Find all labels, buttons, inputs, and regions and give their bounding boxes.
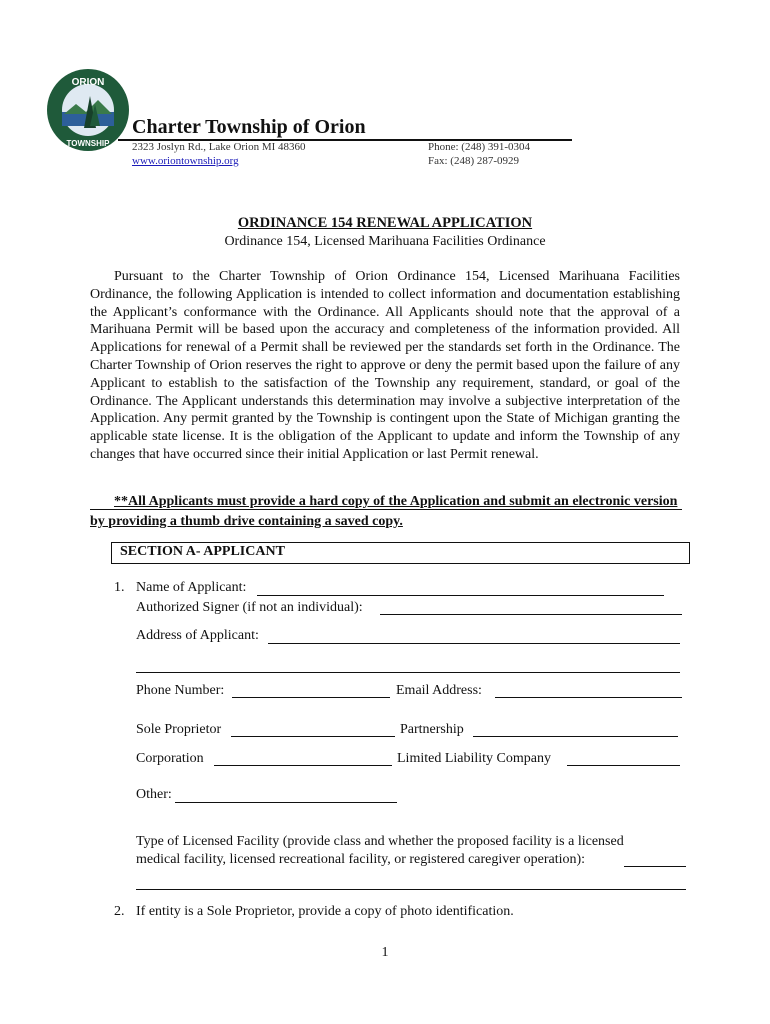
address-field-line1[interactable] <box>268 643 680 644</box>
sole-proprietor-label: Sole Proprietor <box>136 722 222 737</box>
other-field[interactable] <box>175 802 397 803</box>
notice-text: **All Applicants must provide a hard copy of the Application and submit an electronic version by providing a thumb drive containing a saved copy. <box>90 494 678 529</box>
facility-type-line2: medical facility, licensed recreational facility, or registered caregiver operation): <box>136 852 586 867</box>
sole-proprietor-field[interactable] <box>231 736 395 737</box>
llc-field[interactable] <box>567 765 680 766</box>
address-field-line2[interactable] <box>136 672 680 673</box>
corporation-label: Corporation <box>136 751 204 766</box>
item2-number: 2. <box>114 904 125 919</box>
facility-type-field-line1[interactable] <box>624 866 686 867</box>
email-field[interactable] <box>495 697 682 698</box>
logo-bottom-text: TOWNSHIP <box>66 139 110 148</box>
page-number: 1 <box>381 945 389 960</box>
name-label: Name of Applicant: <box>136 580 247 595</box>
document-title: ORDINANCE 154 RENEWAL APPLICATION <box>237 215 533 231</box>
header-fax: Fax: (248) 287-0929 <box>428 155 520 167</box>
phone-label: Phone Number: <box>136 683 225 698</box>
facility-type-line1: Type of Licensed Facility (provide class and whether the proposed facility is a licensed <box>136 834 624 849</box>
facility-type-field-line2[interactable] <box>136 889 686 890</box>
address-label: Address of Applicant: <box>136 628 259 643</box>
item1-number: 1. <box>114 580 125 595</box>
header-website-link[interactable]: www.oriontownship.org <box>132 155 239 167</box>
signer-label: Authorized Signer (if not an individual): <box>136 600 363 615</box>
name-field[interactable] <box>257 595 664 596</box>
header-phone: Phone: (248) 391-0304 <box>428 141 531 153</box>
other-label: Other: <box>136 787 172 802</box>
section-a-box <box>111 542 690 564</box>
signer-field[interactable] <box>380 614 682 615</box>
township-title: Charter Township of Orion <box>132 116 366 138</box>
email-label: Email Address: <box>396 683 482 698</box>
document-subtitle: Ordinance 154, Licensed Marihuana Facilities Ordinance <box>224 234 546 249</box>
logo-top-text: ORION <box>71 77 105 88</box>
corporation-field[interactable] <box>214 765 392 766</box>
phone-field[interactable] <box>232 697 390 698</box>
partnership-label: Partnership <box>400 722 464 737</box>
intro-paragraph: Pursuant to the Charter Township of Orion Ordinance 154, Licensed Marihuana Facilities Ordinance, the following Application is intended to collect information and documentation establishing the Applicant’s conformance with the Ordinance. All Applicants should note that the approval of a Marihuana Permit will be based upon the accuracy and completeness of the information provided. All Applications for renewal of a Permit shall be reviewed per the standards set forth in the Ordinance. The Charter Township of Orion reserves the right to approve or deny the permit based upon the failure of any Applicant to establish to the satisfaction of the Township any requirement, standard, or goal of the Ordinance. The Applicant understands this determination may involve a subjective interpretation of the Application. Any permit granted by the Township is contingent upon the State of Michigan granting the applicable state license. It is the obligation of the Applicant to update and inform the Township of any changes that have occurred since their initial Application or last Permit renewal. <box>90 269 680 462</box>
llc-label: Limited Liability Company <box>397 751 551 766</box>
partnership-field[interactable] <box>473 736 678 737</box>
header-address: 2323 Joslyn Rd., Lake Orion MI 48360 <box>132 141 306 153</box>
notice-underline <box>90 509 682 510</box>
section-a-heading: SECTION A- APPLICANT <box>120 544 285 559</box>
notice-paragraph <box>90 492 682 532</box>
item2-text: If entity is a Sole Proprietor, provide a copy of photo identification. <box>136 904 514 919</box>
